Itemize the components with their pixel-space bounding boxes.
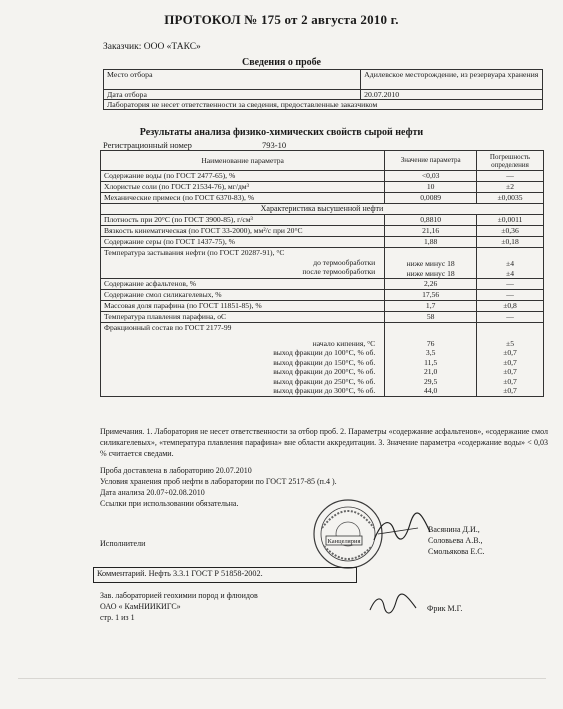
param-name: Плотность при 20°С (по ГОСТ 3900-85), г/см³ [101,215,385,226]
pour-before-value: ниже минус 18 [406,259,455,268]
pour-after-error: ±4 [506,268,515,278]
registration-label: Регистрационный номер [103,140,192,150]
table-row [101,237,544,248]
param-name: Содержание смол силикагелевых, % [101,290,385,301]
sample-place-label: Место отбора [104,70,361,90]
table-row [101,290,544,301]
sample-info-table [103,69,543,110]
fraction-error: ±0,7 [503,386,517,396]
table-subheader-row [101,204,544,215]
param-name: Механические примеси (по ГОСТ 6370-83), % [101,193,385,204]
fraction-label-list [104,339,381,397]
fraction-cell [101,323,385,397]
sample-disclaimer: Лаборатория не несет ответственности за сведения, предоставленные заказчиком [104,100,543,110]
head-name: Фрик М.Г. [427,604,463,613]
fraction-value: 3,5 [425,348,436,358]
param-error: ±0,0035 [477,193,544,204]
customer-line: Заказчик: ООО «ТАКС» [103,42,201,52]
pour-after-label: после термообработки [302,267,376,276]
performers-label: Исполнители [100,539,146,548]
fraction-label: выход фракции до 300°С, % об. [273,386,376,396]
pour-point-cell [101,248,385,279]
param-error: — [477,312,544,323]
pour-errors [477,248,544,279]
fraction-error: ±0,7 [503,376,517,386]
fraction-errors [477,323,544,397]
param-error: — [477,290,544,301]
fraction-label: выход фракции до 100°С, % об. [273,348,376,358]
fraction-value: 44,0 [424,386,438,396]
param-name: Содержание серы (по ГОСТ 1437-75), % [101,237,385,248]
param-value: <0,03 [385,171,477,182]
param-name: Вязкость кинематическая (по ГОСТ 33-2000), мм²/с при 20°С [101,226,385,237]
sample-place-value: Адилевское месторождение, из резервуара хранения [361,70,543,90]
fraction-value: 29,5 [424,376,438,386]
sample-section-title: Сведения о пробе [242,57,321,68]
info-line: Проба доставлена в лабораторию 20.07.2010 [100,466,252,475]
comment-text: Комментарий. Нефть 3.3.1 ГОСТ Р 51858-2002. [97,569,263,578]
table-row [104,90,543,100]
performer-name: Смольякова Е.С. [428,547,485,556]
param-name: Массовая доля парафина (по ГОСТ 11851-85), % [101,301,385,312]
param-value: 0,0089 [385,193,477,204]
info-line: Ссылки при использовании обязательна. [100,499,239,508]
table-row [104,100,543,110]
sample-date-value: 20.07.2010 [361,90,543,100]
fraction-error: ±0,7 [503,367,517,377]
header-error: Погрешность определения [477,151,544,171]
param-error: ±0,8 [477,301,544,312]
footer-line: Зав. лабораторией геохимии пород и флюидов [100,591,258,600]
fraction-value: 21,0 [424,367,438,377]
param-name: Содержание воды (по ГОСТ 2477-65), % [101,171,385,182]
stamp-text: Канцелярия [327,538,361,545]
fraction-error: ±0,7 [503,357,517,367]
info-line: Дата анализа 20.07÷02.08.2010 [100,488,205,497]
results-table [100,150,544,397]
fraction-label: выход фракции до 250°С, % об. [273,376,376,386]
footer-line: ОАО « КамНИИКИГС» [100,602,181,611]
param-value: 10 [385,182,477,193]
param-value: 21,16 [385,226,477,237]
pour-point-name: Температура застывания нефти (по ГОСТ 20287-91), °С [104,248,285,257]
results-section-title: Результаты анализа физико-химических свойств сырой нефти [139,127,424,138]
param-name: Хлористые соли (по ГОСТ 21534-76), мг/дм³ [101,182,385,193]
table-row [101,323,544,397]
head-signature-icon [368,592,418,620]
param-value: 1,7 [385,301,477,312]
table-row [101,248,544,279]
param-value: 0,8810 [385,215,477,226]
table-row [101,301,544,312]
fraction-error: ±5 [506,338,515,348]
pour-before-error: ±4 [506,259,515,268]
param-error: ±2 [477,182,544,193]
fraction-values [385,323,477,397]
param-name: Содержание асфальтенов, % [101,279,385,290]
fraction-label: выход фракции до 150°С, % об. [273,357,376,367]
param-value: 17,56 [385,290,477,301]
dried-oil-subheader: Характеристика высушенной нефти [101,204,544,215]
pour-values [385,248,477,279]
fraction-value: 76 [426,338,435,348]
table-row [104,70,543,90]
notes-paragraph: Примечания. 1. Лаборатория не несет ответственности за отбор проб. 2. Параметры «содержание асфальтенов», «содержание смол силикагелевых», «температура плавления парафина» вне области аккредитации. 3. Значение параметра «содержание воды» < 0,03 % считается сведами. [100,427,548,458]
table-row [101,182,544,193]
sample-date-label: Дата отбора [104,90,361,100]
param-error: ±0,18 [477,237,544,248]
table-row [101,279,544,290]
param-error: ±0,36 [477,226,544,237]
table-row [101,215,544,226]
table-header-row [101,151,544,171]
performer-signature-icon [372,510,432,550]
header-param: Наименование параметра [101,151,385,171]
pour-after-value: ниже минус 18 [406,268,455,278]
fraction-value: 11,5 [424,357,438,367]
table-row [101,226,544,237]
info-line: Условия хранения проб нефти в лаборатории по ГОСТ 2517-85 (п.4 ). [100,477,337,486]
fraction-label: начало кипения, °С [312,338,376,348]
header-value: Значение параметра [385,151,477,171]
table-row [101,193,544,204]
param-error: — [477,279,544,290]
table-row [101,171,544,182]
param-value: 2,26 [385,279,477,290]
registration-number: 793-10 [262,140,287,150]
footer-line: стр. 1 из 1 [100,613,135,622]
fraction-error: ±0,7 [503,348,517,358]
pour-before-label: до термообработки [313,257,376,267]
performer-name: Васянина Д.И., [428,525,480,534]
table-row [101,312,544,323]
param-value: 1,88 [385,237,477,248]
page-edge-line [18,678,546,679]
fraction-title: Фракционный состав по ГОСТ 2177-99 [104,323,232,332]
param-error: ±0,0011 [477,215,544,226]
param-value: 58 [385,312,477,323]
fraction-label: выход фракции до 200°С, % об. [273,367,376,377]
param-name: Температура плавления парафина, оС [101,312,385,323]
param-error: — [477,171,544,182]
performer-name: Соловьева А.В., [428,536,483,545]
protocol-title: ПРОТОКОЛ № 175 от 2 августа 2010 г. [164,12,399,27]
